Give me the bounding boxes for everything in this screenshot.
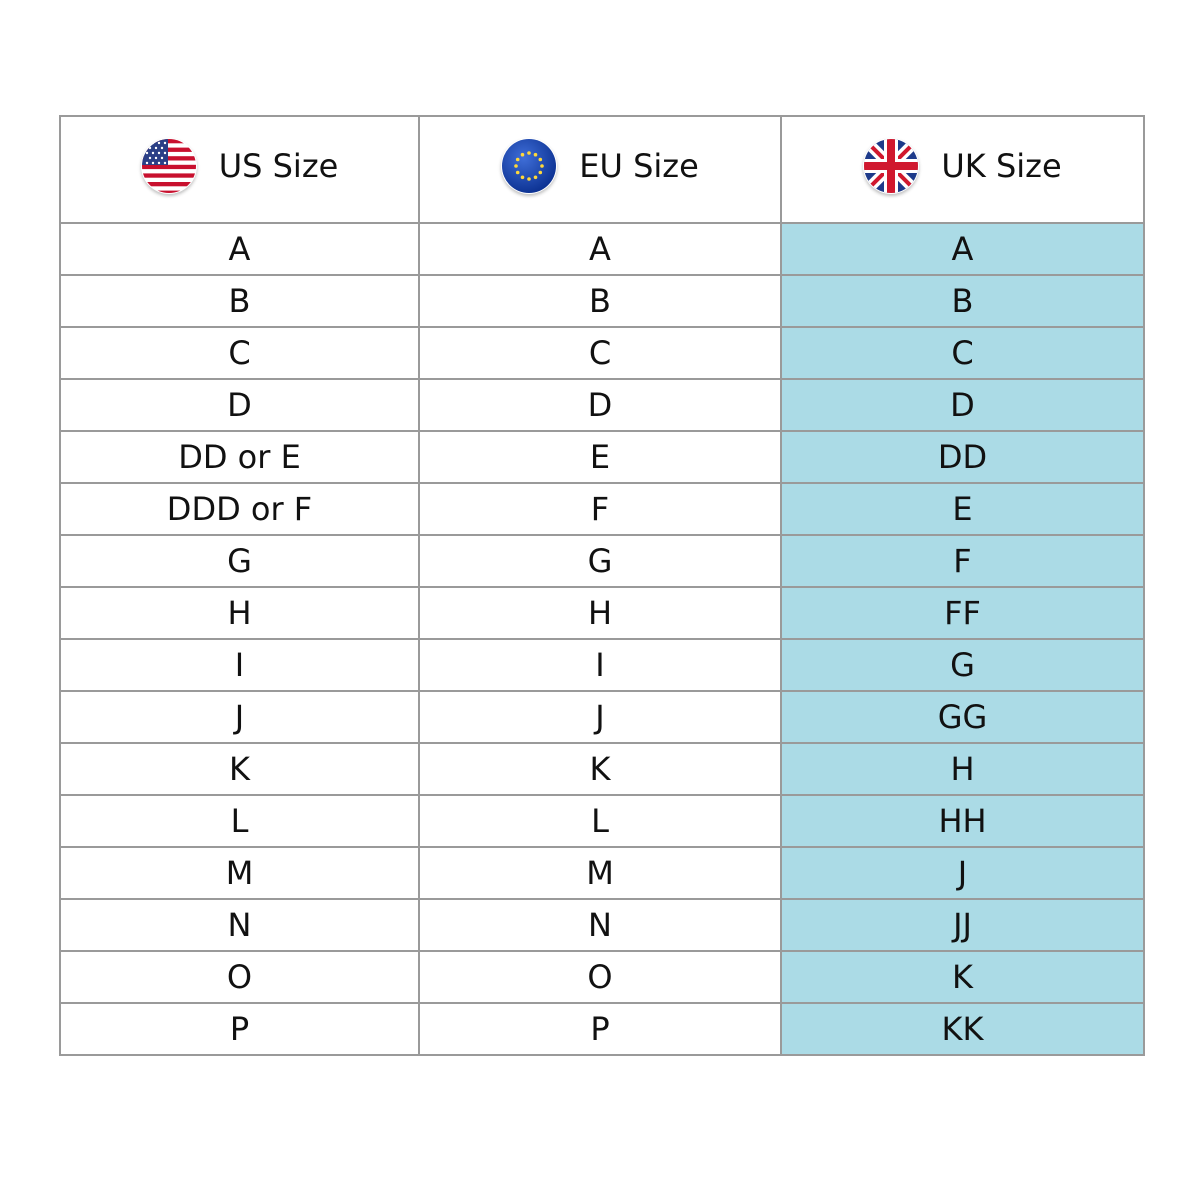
us-size-cell: DDD or F (60, 483, 419, 535)
uk-flag-icon (863, 138, 919, 194)
table-row (60, 275, 1144, 327)
us-size-cell: J (60, 691, 419, 743)
table-row (60, 951, 1144, 1003)
eu-size-cell: K (419, 743, 781, 795)
us-size-label: US Size (218, 146, 339, 185)
uk-size-cell: C (781, 327, 1144, 379)
us-size-cell: O (60, 951, 419, 1003)
us-size-cell: C (60, 327, 419, 379)
us-size-cell: B (60, 275, 419, 327)
table-row (60, 847, 1144, 899)
table-row (60, 743, 1144, 795)
table-row (60, 795, 1144, 847)
uk-size-cell: FF (781, 587, 1144, 639)
table-row (60, 535, 1144, 587)
table-row (60, 899, 1144, 951)
us-size-cell: D (60, 379, 419, 431)
table-body (60, 223, 1144, 1055)
table-row (60, 379, 1144, 431)
us-flag-icon (141, 138, 197, 194)
eu-size-cell: I (419, 639, 781, 691)
eu-flag-icon (501, 138, 557, 194)
us-size-header (60, 116, 419, 223)
us-size-cell: A (60, 223, 419, 275)
size-conversion-table (59, 115, 1145, 1056)
table-row (60, 223, 1144, 275)
uk-size-cell: D (781, 379, 1144, 431)
uk-size-header (781, 116, 1144, 223)
us-size-cell: P (60, 1003, 419, 1055)
eu-size-header (419, 116, 781, 223)
us-size-cell: G (60, 535, 419, 587)
table-row (60, 587, 1144, 639)
eu-size-cell: N (419, 899, 781, 951)
uk-size-cell: A (781, 223, 1144, 275)
eu-size-cell: D (419, 379, 781, 431)
eu-size-cell: A (419, 223, 781, 275)
eu-size-cell: M (419, 847, 781, 899)
us-size-cell: DD or E (60, 431, 419, 483)
uk-size-cell: E (781, 483, 1144, 535)
uk-size-cell: JJ (781, 899, 1144, 951)
us-size-cell: M (60, 847, 419, 899)
us-size-cell: I (60, 639, 419, 691)
eu-size-cell: O (419, 951, 781, 1003)
uk-size-cell: KK (781, 1003, 1144, 1055)
eu-size-cell: H (419, 587, 781, 639)
eu-size-cell: E (419, 431, 781, 483)
header-row (60, 116, 1144, 223)
eu-size-cell: L (419, 795, 781, 847)
uk-size-cell: K (781, 951, 1144, 1003)
uk-size-cell: J (781, 847, 1144, 899)
table-row (60, 1003, 1144, 1055)
eu-size-cell: C (419, 327, 781, 379)
uk-size-cell: HH (781, 795, 1144, 847)
uk-size-cell: B (781, 275, 1144, 327)
eu-size-cell: B (419, 275, 781, 327)
us-size-cell: L (60, 795, 419, 847)
eu-size-cell: J (419, 691, 781, 743)
eu-size-cell: P (419, 1003, 781, 1055)
uk-size-cell: F (781, 535, 1144, 587)
us-size-cell: K (60, 743, 419, 795)
eu-size-label: EU Size (579, 146, 699, 185)
table-row (60, 691, 1144, 743)
uk-size-cell: G (781, 639, 1144, 691)
table-row (60, 431, 1144, 483)
eu-size-cell: G (419, 535, 781, 587)
table-row (60, 639, 1144, 691)
table-row (60, 327, 1144, 379)
uk-size-label: UK Size (941, 146, 1062, 185)
eu-size-cell: F (419, 483, 781, 535)
us-size-cell: H (60, 587, 419, 639)
table-row (60, 483, 1144, 535)
us-size-cell: N (60, 899, 419, 951)
uk-size-cell: H (781, 743, 1144, 795)
uk-size-cell: GG (781, 691, 1144, 743)
uk-size-cell: DD (781, 431, 1144, 483)
